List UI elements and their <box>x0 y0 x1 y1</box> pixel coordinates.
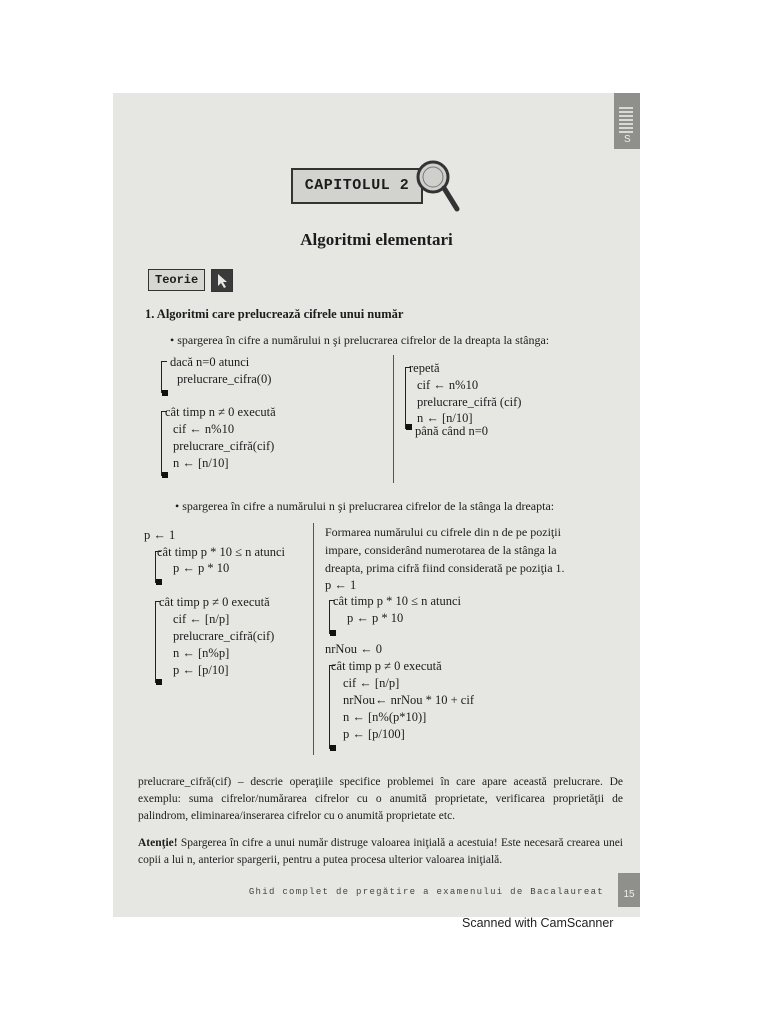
description-paragraph: prelucrare_cifră(cif) – descrie operaţiile specifice problemei în care apare această prelucrare. De exemplu: suma cifrelor/numărarea cifrelor cu o anumită proprietate, verificarea proprietăţii de palindrom, eliminarea/inserarea cifrelor cu o anumită proprietate etc. <box>138 776 623 822</box>
while-bracket <box>155 601 156 683</box>
if-bracket <box>161 361 162 393</box>
while-bracket <box>329 665 330 749</box>
code-line: p ← p * 10 <box>173 561 230 575</box>
code-line: repetă <box>409 361 440 375</box>
bullet-right-to-left: • spargerea în cifre a numărului n şi prelucrarea cifrelor de la dreapta la stânga: <box>170 333 550 347</box>
chapter-label: CAPITOLUL 2 <box>291 168 423 204</box>
code-line: p ← 1 <box>325 578 357 592</box>
repeat-bracket <box>405 367 406 429</box>
end-block-marker <box>406 424 412 430</box>
code-line: cât timp p ≠ 0 execută <box>331 659 442 673</box>
code-line: cât timp p * 10 ≤ n atunci <box>333 594 462 608</box>
warning-paragraph <box>138 835 623 869</box>
code-line: nrNou← nrNou * 10 + cif <box>343 693 474 707</box>
code-line: cif ← n%10 <box>417 378 479 392</box>
code-line: prelucrare_cifră (cif) <box>417 395 522 409</box>
code-line: p ← [p/100] <box>343 727 405 741</box>
book-page <box>113 93 640 917</box>
footer-text: Ghid complet de pregătire a examenului de Bacalaureat <box>248 887 604 897</box>
code-line: n ← [n/10] <box>417 411 473 425</box>
page-footer <box>113 883 640 907</box>
side-tab-number: S <box>624 134 631 145</box>
while-bracket <box>329 600 330 634</box>
teorie-label: Teorie <box>148 269 205 291</box>
code-line: p ← [p/10] <box>173 663 229 677</box>
warning-label: Atenţie! <box>138 837 178 849</box>
code-line: prelucrare_cifră(cif) <box>173 629 275 643</box>
scanner-watermark: Scanned with CamScanner <box>462 916 614 930</box>
side-tab <box>614 93 640 149</box>
end-block-marker <box>330 745 336 751</box>
code-line: prelucrare_cifră(cif) <box>173 439 275 453</box>
code-line: n ← [n%(p*10)] <box>343 710 427 724</box>
code-line: cât timp p ≠ 0 execută <box>159 595 270 609</box>
code-line: dacă n=0 atunci <box>170 355 250 369</box>
explanation-line: Formarea numărului cu cifrele din n de pe poziţii <box>325 525 561 539</box>
code-line: cât timp p * 10 ≤ n atunci <box>157 545 286 559</box>
page-number: 15 <box>618 873 640 907</box>
end-block-marker <box>156 679 162 685</box>
end-block-marker <box>162 390 168 396</box>
code-line: cif ← [n/p] <box>173 612 230 626</box>
column-divider <box>313 523 314 755</box>
section-heading: 1. Algoritmi care prelucrează cifrele unui număr <box>145 307 404 321</box>
pointer-icon <box>211 269 233 292</box>
end-block-marker <box>330 630 336 636</box>
while-bracket <box>161 411 162 476</box>
column-divider <box>393 355 394 483</box>
code-line: cât timp n ≠ 0 execută <box>165 405 276 419</box>
bullet-left-to-right: • spargerea în cifre a numărului n şi prelucrarea cifrelor de la stânga la dreapta: <box>175 499 555 513</box>
code-line: cif ← n%10 <box>173 422 235 436</box>
code-line: n ← [n/10] <box>173 456 229 470</box>
code-line: p ← p * 10 <box>347 611 404 625</box>
end-block-marker <box>156 579 162 585</box>
code-line: prelucrare_cifra(0) <box>177 372 272 386</box>
explanation-line: dreapta, prima cifră fiind considerată pe poziţia 1. <box>325 561 565 575</box>
code-line: nrNou ← 0 <box>325 642 382 656</box>
magnifier-icon <box>413 157 463 217</box>
code-line: până când n=0 <box>415 424 488 438</box>
code-line: p ← 1 <box>144 528 176 542</box>
explanation-line: impare, considerând numerotarea de la stânga la <box>325 543 557 557</box>
page-title: Algoritmi elementari <box>300 230 453 249</box>
end-block-marker <box>162 472 168 478</box>
code-line: n ← [n%p] <box>173 646 230 660</box>
code-line: cif ← [n/p] <box>343 676 400 690</box>
warning-text: Spargerea în cifre a unui număr distruge valoarea iniţială a acestuia! Este necesară crearea unei copii a lui n, anterior spargerii, pentru a putea procesa ulterior valoarea iniţială. <box>138 837 623 866</box>
